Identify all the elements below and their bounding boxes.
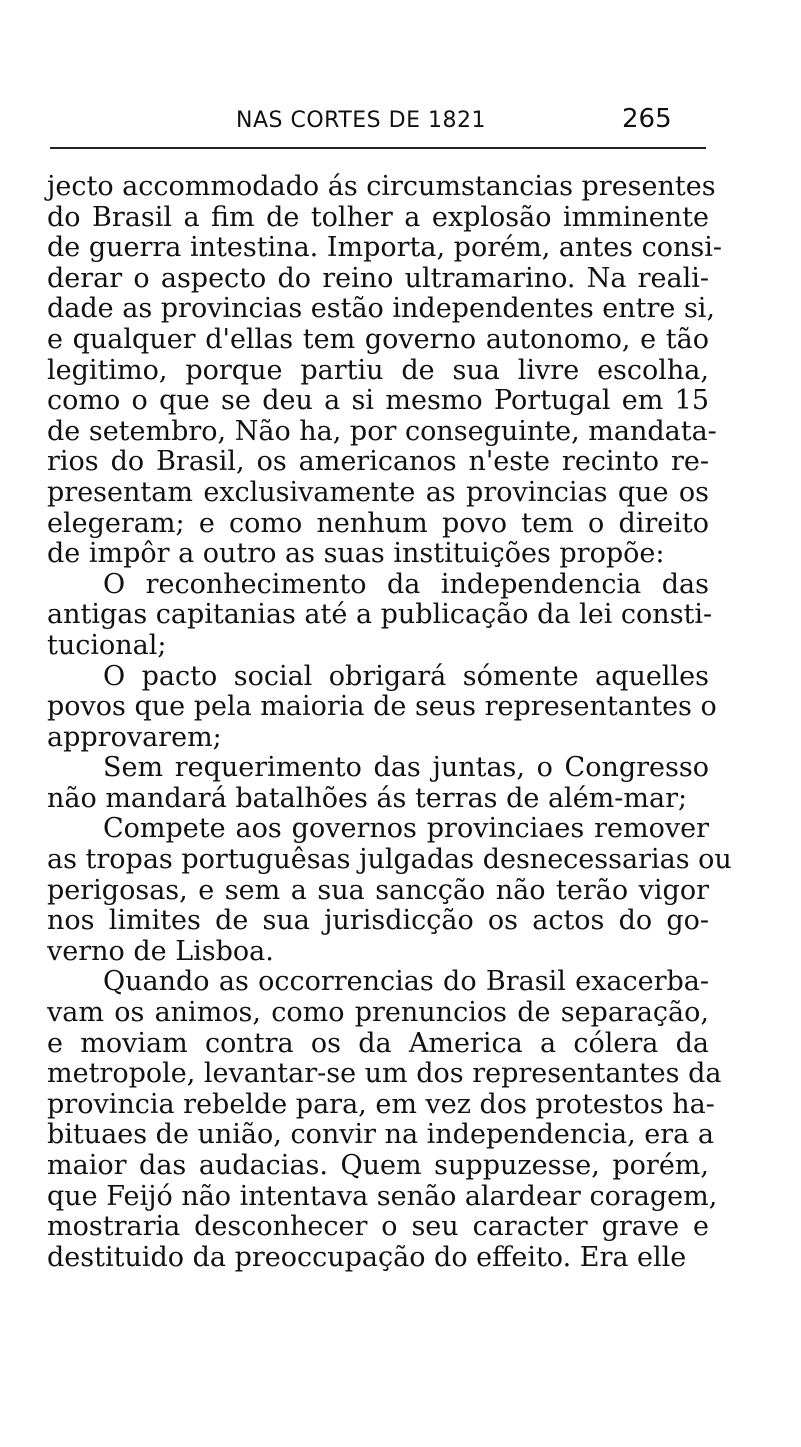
text-line: verno de Lisboa.	[47, 935, 274, 967]
text-line: e qualquer d'ellas tem governo autonomo, e tão	[47, 323, 709, 355]
text-line: bituaes de união, convir na independencia, era a	[47, 1119, 714, 1151]
paragraph	[47, 813, 732, 967]
text-line: provincia rebelde para, em vez dos protestos ha-	[47, 1088, 715, 1120]
text-line: elegeram; e como nenhum povo tem o direito	[47, 507, 709, 539]
text-line: povos que pela maioria de seus representantes o	[47, 691, 717, 723]
text-line: derar o aspecto do reino ultramarino. Na reali-	[47, 262, 709, 294]
running-title: NAS CORTES DE 1821	[236, 108, 486, 133]
text-line: metropole, levantar-se um dos representantes da	[47, 1058, 722, 1090]
header-rule	[50, 147, 706, 149]
text-line: jecto accommodado ás circumstancias presentes	[47, 171, 716, 202]
paragraph	[47, 660, 717, 754]
text-line: rios do Brasil, os americanos n'este recinto re-	[47, 446, 709, 478]
body-text	[47, 171, 732, 1273]
text-line: destituido da preoccupação do effeito. Era elle	[47, 1241, 687, 1273]
text-line: nos limites de sua jurisdicção os actos do go-	[47, 905, 709, 937]
page-number: 265	[622, 104, 672, 134]
text-line: não mandará batalhões ás terras de além-mar;	[47, 782, 688, 814]
text-line: Quando as occorrencias do Brasil exacerba-	[103, 966, 709, 998]
text-line: as tropas portuguêsas julgadas desnecessarias ou	[47, 844, 732, 876]
text-line: de setembro, Não ha, por conseguinte, mandata-	[47, 415, 717, 447]
text-line: como o que se deu a si mesmo Portugal em 15	[47, 385, 709, 417]
text-line: de impôr a outro as suas instituições propõe:	[47, 538, 665, 570]
text-line: de guerra intestina. Importa, porém, antes consi-	[47, 232, 722, 264]
text-line: vam os animos, como prenuncios de separação,	[47, 997, 709, 1029]
text-line: approvarem;	[47, 721, 222, 753]
text-line: antigas capitanias até a publicação da lei consti-	[47, 599, 713, 631]
paragraph	[47, 966, 722, 1273]
text-line: tucional;	[47, 629, 167, 661]
text-line: O reconhecimento da independencia das	[103, 568, 709, 600]
text-line: Sem requerimento das juntas, o Congresso	[103, 752, 709, 784]
text-line: e moviam contra os da America a cólera da	[47, 1027, 709, 1059]
paragraph	[47, 171, 722, 570]
paragraph	[47, 568, 713, 662]
text-line: dade as provincias estão independentes entre si,	[47, 293, 716, 325]
text-line: legitimo, porque partiu de sua livre escolha,	[47, 354, 709, 386]
text-line: perigosas, e sem a sua sancção não terão vigor	[47, 874, 709, 906]
text-line: presentam exclusivamente as provincias que os	[47, 476, 709, 508]
text-line: O pacto social obrigará sómente aquelles	[103, 660, 709, 692]
paragraph	[47, 753, 709, 814]
text-line: que Feijó não intentava senão alardear coragem,	[47, 1180, 718, 1212]
text-line: Compete aos governos provinciaes remover	[103, 813, 709, 845]
text-line: maior das audacias. Quem suppuzesse, porém,	[47, 1150, 709, 1181]
text-line: mostraria desconhecer o seu caracter grave e	[47, 1211, 709, 1243]
text-line: do Brasil a fim de tolher a explosão imminente	[47, 201, 709, 233]
